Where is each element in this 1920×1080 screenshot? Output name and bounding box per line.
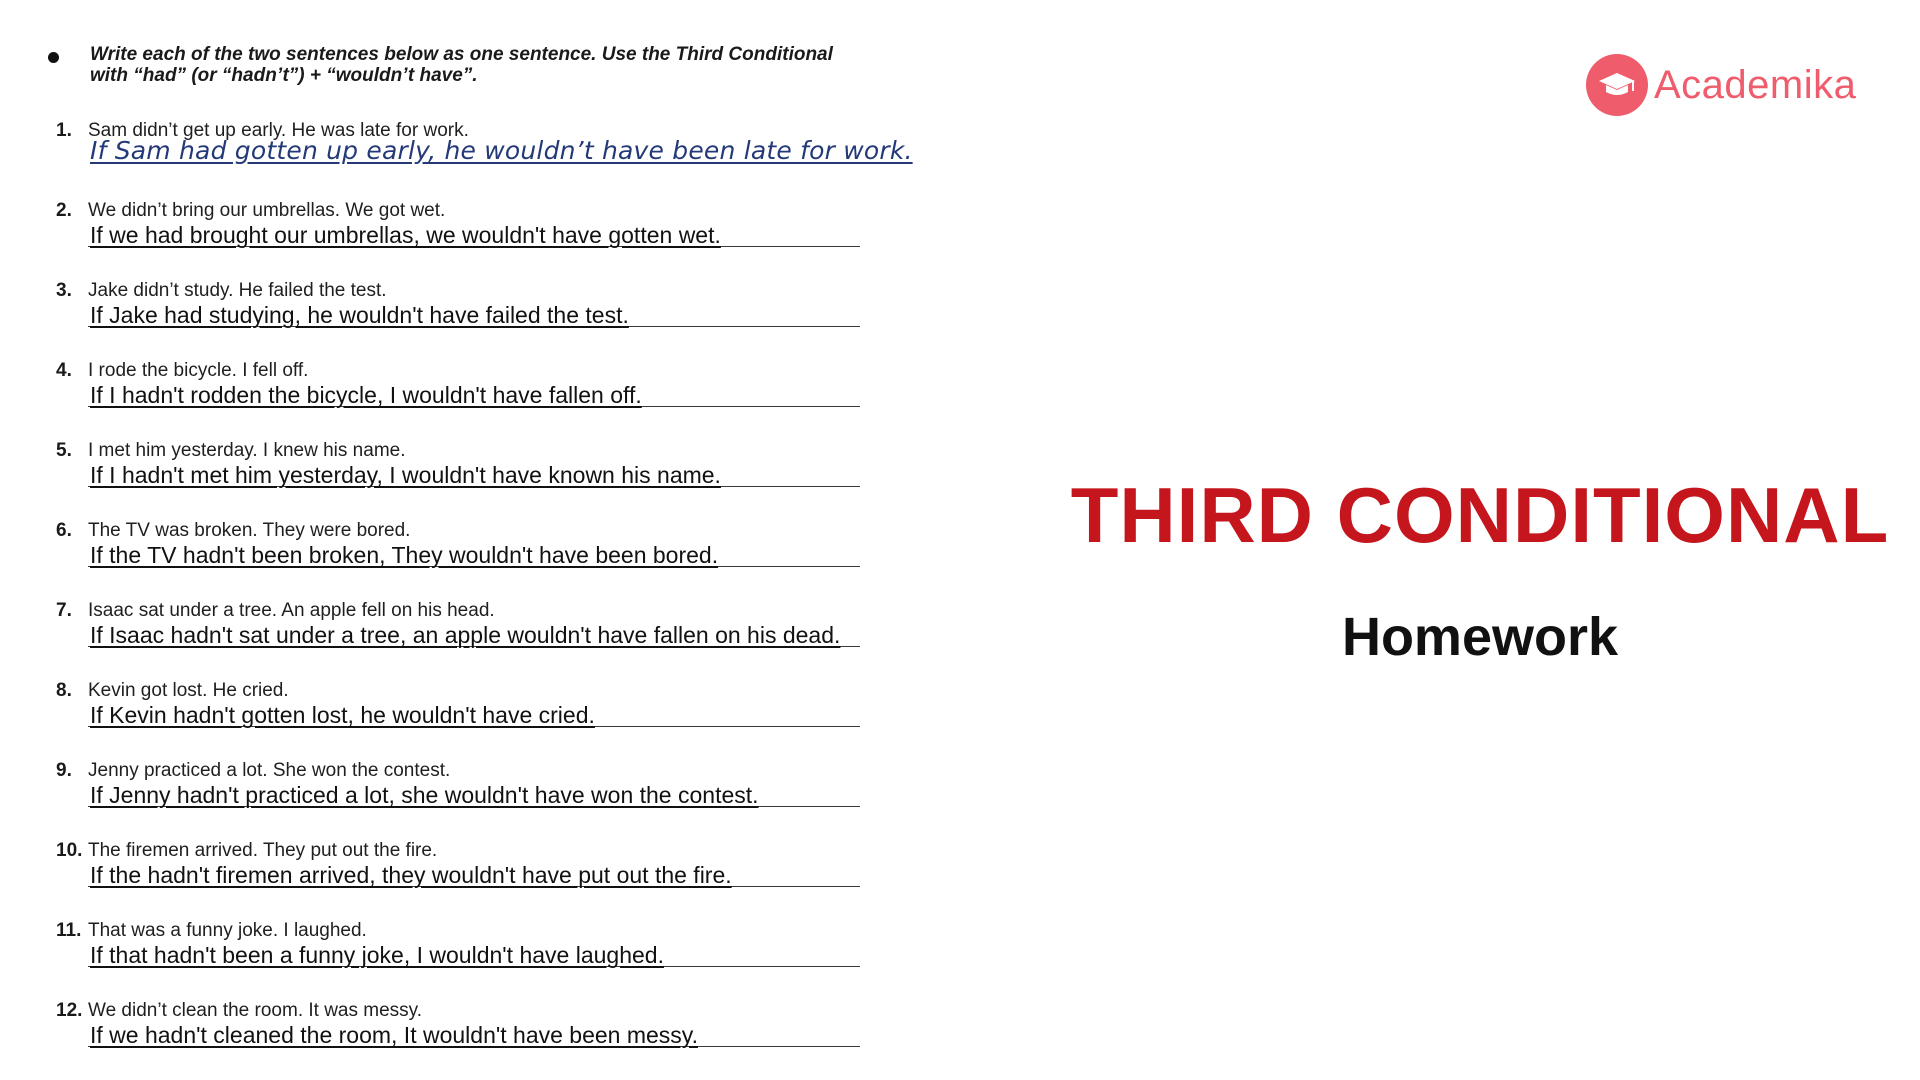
logo-text: Academika (1654, 62, 1857, 107)
item-answer: If that hadn't been a funny joke, I wouldn't have laughed. (90, 942, 664, 968)
academika-logo (1586, 52, 1856, 118)
exercise-item-1 (44, 120, 924, 192)
item-answer: If we hadn't cleaned the room, It wouldn't have been messy. (90, 1022, 698, 1048)
item-answer: If Jenny hadn't practiced a lot, she wouldn't have won the contest. (90, 782, 759, 808)
item-number: 11. (56, 920, 82, 941)
exercise-item-8 (44, 680, 924, 752)
bullet-icon (48, 52, 59, 63)
page-title: THIRD CONDITIONAL (1070, 471, 1890, 559)
graduation-cap-icon (1586, 54, 1648, 116)
worksheet (44, 40, 924, 1070)
item-answer: If I hadn't rodden the bicycle, I wouldn't have fallen off. (90, 382, 642, 408)
item-number: 12. (56, 1000, 83, 1021)
item-prompt: Kevin got lost. He cried. (88, 680, 289, 701)
item-number: 3. (56, 280, 72, 301)
exercise-item-3 (44, 280, 924, 352)
item-number: 2. (56, 200, 72, 221)
item-prompt: I rode the bicycle. I fell off. (88, 360, 309, 381)
item-number: 7. (56, 600, 72, 621)
item-answer: If the hadn't firemen arrived, they wouldn't have put out the fire. (90, 862, 732, 888)
item-number: 8. (56, 680, 72, 701)
item-number: 5. (56, 440, 72, 461)
item-answer: If Isaac hadn't sat under a tree, an apple wouldn't have fallen on his dead. (90, 622, 841, 648)
item-answer: If we had brought our umbrellas, we wouldn't have gotten wet. (90, 222, 721, 248)
item-prompt: The firemen arrived. They put out the fire. (88, 840, 438, 861)
item-prompt: We didn’t bring our umbrellas. We got wet. (88, 200, 446, 221)
item-prompt: We didn’t clean the room. It was messy. (88, 1000, 423, 1021)
item-number: 10. (56, 840, 83, 861)
item-number: 6. (56, 520, 72, 541)
instruction-block (48, 44, 888, 86)
exercise-item-9 (44, 760, 924, 832)
item-prompt: Sam didn’t get up early. He was late for work. (88, 120, 469, 141)
exercise-item-11 (44, 920, 924, 992)
item-answer: If Sam had gotten up early, he wouldn’t have been late for work. (90, 136, 913, 165)
instruction-text: Write each of the two sentences below as one sentence. Use the Third Conditional with “had” (or “hadn’t”) + “wouldn’t have”. (90, 44, 833, 86)
item-prompt: Jake didn’t study. He failed the test. (88, 280, 387, 301)
item-number: 1. (56, 120, 72, 141)
exercise-item-4 (44, 360, 924, 432)
item-prompt: Jenny practiced a lot. She won the contest. (88, 760, 451, 781)
item-prompt: That was a funny joke. I laughed. (88, 920, 367, 941)
item-answer: If Kevin hadn't gotten lost, he wouldn't have cried. (90, 702, 595, 728)
exercise-item-5 (44, 440, 924, 512)
item-number: 9. (56, 760, 72, 781)
item-answer: If Jake had studying, he wouldn't have failed the test. (90, 302, 629, 328)
exercise-item-6 (44, 520, 924, 592)
exercise-item-10 (44, 840, 924, 912)
item-answer: If the TV hadn't been broken, They wouldn't have been bored. (90, 542, 719, 568)
item-number: 4. (56, 360, 72, 381)
exercise-item-2 (44, 200, 924, 272)
page-subtitle: Homework (1341, 607, 1619, 667)
item-answer: If I hadn't met him yesterday, I wouldn't have known his name. (90, 462, 721, 488)
item-prompt: The TV was broken. They were bored. (88, 520, 411, 541)
graduation-cap-glyph (1597, 70, 1637, 100)
item-prompt: I met him yesterday. I knew his name. (88, 440, 406, 461)
exercise-item-12 (44, 1000, 924, 1072)
exercise-item-7 (44, 600, 924, 672)
item-prompt: Isaac sat under a tree. An apple fell on his head. (88, 600, 495, 621)
